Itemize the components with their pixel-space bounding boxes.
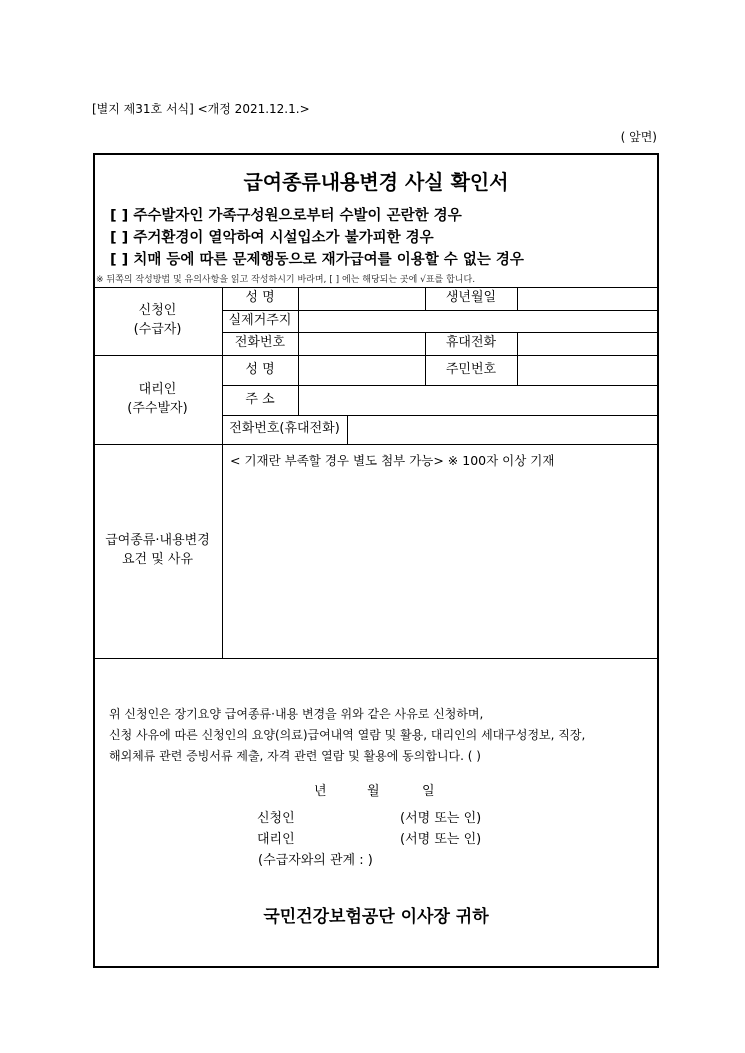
form-number: [별지 제31호 서식] <개정 2021.12.1.> bbox=[92, 102, 310, 116]
applicant-birth-label: 생년월일 bbox=[445, 290, 497, 306]
applicant-name-label: 성 명 bbox=[245, 290, 275, 306]
sign-applicant-label: 신청인 bbox=[257, 811, 295, 826]
applicant-phone-label: 전화번호 bbox=[234, 335, 286, 351]
instruction-note: ※ 뒤쪽의 작성방법 및 유의사항을 읽고 작성하시기 바라며, [ ] 에는 해당되는 곳에 √표를 합니다. bbox=[96, 275, 476, 285]
agent-id-label: 주민번호 bbox=[445, 361, 497, 377]
option-1[interactable]: [ ] 주수발자인 가족구성원으로부터 수발이 곤란한 경우 bbox=[110, 208, 462, 224]
agent-label bbox=[93, 355, 222, 444]
agent-label-1: 대리인 bbox=[138, 381, 177, 397]
agent-phone-label: 전화번호(휴대전화) bbox=[229, 421, 340, 437]
relation-field[interactable]: (수급자와의 관계 : ) bbox=[258, 853, 373, 868]
date-year: 년 bbox=[314, 784, 327, 799]
sign-agent-field[interactable]: (서명 또는 인) bbox=[400, 832, 482, 847]
consent-line-3: 해외체류 관련 증빙서류 제출, 자격 관련 열람 및 활용에 동의합니다. ( ) bbox=[109, 749, 481, 763]
reason-label-2: 요건 및 사유 bbox=[121, 552, 194, 567]
applicant-name-field[interactable] bbox=[298, 287, 425, 310]
reason-label-1: 급여종류·내용변경 bbox=[105, 533, 210, 549]
agent-address-label: 주 소 bbox=[245, 391, 275, 407]
applicant-birth-field[interactable] bbox=[517, 287, 657, 310]
consent-line-1: 위 신청인은 장기요양 급여종류·내용 변경을 위와 같은 사유로 신청하며, bbox=[109, 707, 484, 721]
applicant-phone-field[interactable] bbox=[298, 332, 425, 355]
option-2[interactable]: [ ] 주거환경이 열악하여 시설입소가 불가피한 경우 bbox=[110, 230, 434, 246]
consent-line-2: 신청 사유에 따른 신청인의 요양(의료)급여내역 열람 및 활용, 대리인의 세대구성정보, 직장, bbox=[109, 728, 586, 742]
applicant-address-label: 실제거주지 bbox=[228, 312, 292, 328]
agent-phone-field[interactable] bbox=[347, 415, 657, 444]
applicant-label-2: (수급자) bbox=[133, 322, 182, 337]
form-title: 급여종류내용변경 사실 확인서 bbox=[243, 170, 509, 194]
applicant-mobile-field[interactable] bbox=[517, 332, 657, 355]
sign-agent-label: 대리인 bbox=[257, 832, 295, 847]
reason-field[interactable] bbox=[223, 445, 657, 658]
agent-id-field[interactable] bbox=[517, 355, 657, 385]
agent-name-field[interactable] bbox=[298, 355, 425, 385]
page-side: ( 앞면) bbox=[620, 130, 657, 144]
date-day: 일 bbox=[422, 784, 435, 799]
applicant-label-1: 신청인 bbox=[138, 303, 177, 319]
agent-name-label: 성 명 bbox=[245, 361, 275, 377]
sign-applicant-field[interactable]: (서명 또는 인) bbox=[400, 811, 482, 826]
agent-address-field[interactable] bbox=[298, 385, 657, 415]
option-3[interactable]: [ ] 치매 등에 따른 문제행동으로 재가급여를 이용할 수 없는 경우 bbox=[110, 252, 524, 268]
reason-hint: < 기재란 부족할 경우 별도 첨부 가능> ※ 100자 이상 기재 bbox=[230, 453, 555, 468]
applicant-label bbox=[93, 287, 222, 355]
applicant-address-field[interactable] bbox=[298, 310, 657, 332]
reason-label bbox=[93, 444, 222, 658]
agent-label-2: (주수발자) bbox=[127, 400, 188, 416]
recipient: 국민건강보험공단 이사장 귀하 bbox=[263, 907, 489, 927]
applicant-mobile-label: 휴대전화 bbox=[445, 335, 497, 351]
date-month: 월 bbox=[367, 784, 380, 799]
consent-text bbox=[109, 704, 585, 767]
